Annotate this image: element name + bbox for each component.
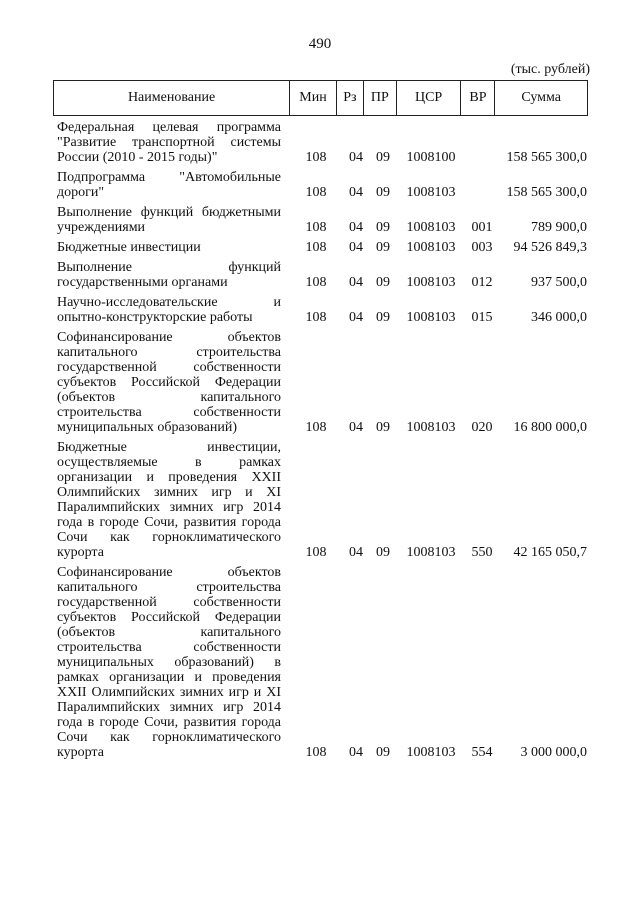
column-header-min: Мин [290,81,337,115]
row-min: 108 [305,310,327,325]
table-row [57,565,592,760]
row-vr: 554 [471,745,493,760]
row-min: 108 [305,240,327,255]
table-row [57,260,592,290]
row-min: 108 [305,185,327,200]
row-pr: 09 [376,185,390,200]
row-csr: 1008103 [406,220,456,235]
row-rz: 04 [349,745,363,760]
row-csr: 1008103 [406,240,456,255]
row-vr: 003 [471,240,493,255]
row-vr: 012 [471,275,493,290]
row-min: 108 [305,745,327,760]
table-row [57,120,592,165]
table-row [57,170,592,200]
row-pr: 09 [376,150,390,165]
row-name: Выполнение функций бюджетными учреждениями [57,205,281,235]
row-pr: 09 [376,310,390,325]
row-pr: 09 [376,420,390,435]
row-sum: 937 500,0 [531,275,587,290]
row-vr: 550 [471,545,493,560]
column-header-sum: Сумма [521,90,562,105]
row-rz: 04 [349,420,363,435]
row-min: 108 [305,545,327,560]
row-rz: 04 [349,310,363,325]
row-rz: 04 [349,545,363,560]
row-vr: 020 [471,420,493,435]
row-sum: 94 526 849,3 [513,240,587,255]
row-pr: 09 [376,240,390,255]
row-pr: 09 [376,745,390,760]
row-name: Федеральная целевая программа "Развитие транспортной системы России (2010 - 2015 годы)" [57,120,281,165]
table-header [53,80,588,116]
row-name: Выполнение функций государственными органами [57,260,281,290]
row-csr: 1008100 [406,150,456,165]
row-name: Бюджетные инвестиции, осуществляемые в рамках организации и проведения XXII Олимпийских зимних игр и XI Паралимпийских зимних игр 2014 года в городе Сочи, развития города Сочи как горноклиматического курорта [57,440,281,560]
row-min: 108 [305,420,327,435]
page-number: 490 [308,36,332,52]
row-pr: 09 [376,545,390,560]
row-rz: 04 [349,150,363,165]
column-header-csr: ЦСР [397,81,462,115]
table-row [57,240,592,255]
table-row [57,330,592,435]
row-rz: 04 [349,275,363,290]
row-name: Софинансирование объектов капитального строительства государственной собственности субъектов Российской Федерации (объектов капитального строительства собственности муниципальных образований) в рамках организации и проведения XXII Олимпийских зимних игр и XI Паралимпийских зимних игр 2014 года в городе Сочи, развития города Сочи как горноклиматического курорта [57,565,281,760]
row-sum: 42 165 050,7 [513,545,587,560]
row-min: 108 [305,275,327,290]
row-rz: 04 [349,185,363,200]
row-sum: 16 800 000,0 [513,420,587,435]
row-min: 108 [305,220,327,235]
row-pr: 09 [376,275,390,290]
row-sum: 3 000 000,0 [520,745,587,760]
row-min: 108 [305,150,327,165]
row-csr: 1008103 [406,185,456,200]
row-sum: 346 000,0 [531,310,587,325]
row-name: Софинансирование объектов капитального строительства государственной собственности субъектов Российской Федерации (объектов капитального строительства собственности муниципальных образований) [57,330,281,435]
row-pr: 09 [376,220,390,235]
table-row [57,440,592,560]
row-name: Научно-исследовательские и опытно-конструкторские работы [57,295,281,325]
unit-label: (тыс. рублей) [510,62,590,77]
row-csr: 1008103 [406,310,456,325]
row-name: Бюджетные инвестиции [57,240,201,255]
row-csr: 1008103 [406,745,456,760]
row-csr: 1008103 [406,545,456,560]
row-vr: 001 [471,220,493,235]
column-header-name: Наименование [54,81,290,115]
row-name: Подпрограмма "Автомобильные дороги" [57,170,281,200]
row-csr: 1008103 [406,275,456,290]
row-rz: 04 [349,240,363,255]
table-row [57,205,592,235]
row-sum: 789 900,0 [531,220,587,235]
table-body [57,120,592,765]
row-sum: 158 565 300,0 [506,150,587,165]
row-rz: 04 [349,220,363,235]
column-header-pr: ПР [364,81,397,115]
column-header-vr: ВР [461,81,495,115]
row-sum: 158 565 300,0 [506,185,587,200]
table-row [57,295,592,325]
row-csr: 1008103 [406,420,456,435]
row-vr: 015 [471,310,493,325]
column-header-rz: Рз [337,81,364,115]
